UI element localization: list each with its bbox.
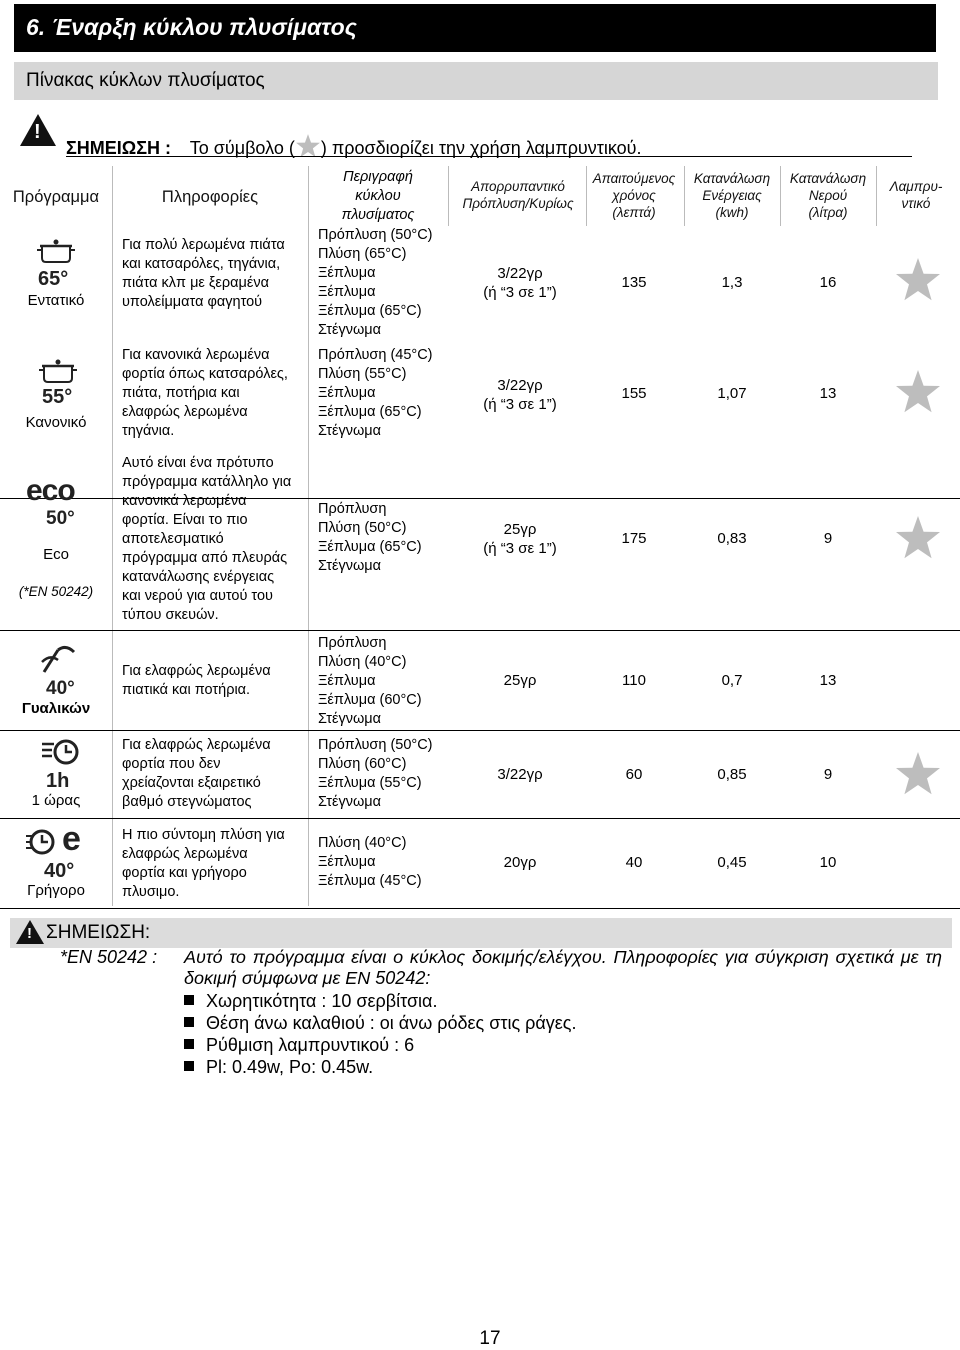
program-name: Eco [43, 546, 69, 563]
time-value: 60 [625, 766, 643, 783]
warning-icon [16, 920, 44, 944]
header-energy-line: Ενέργειας [702, 188, 762, 203]
info-line: πρόγραμμα κατάλληλο για [122, 474, 292, 490]
pot-icon [36, 236, 76, 264]
program-info [122, 736, 308, 812]
info-line: πιατικά και ποτήρια. [122, 682, 251, 698]
detergent-line: (ή “3 σε 1”) [483, 396, 557, 413]
header-water-line: (λίτρα) [808, 205, 848, 220]
info-line: φορτία όπως κατσαρόλες, [122, 366, 288, 382]
quick-clock-icon [24, 828, 60, 856]
header-description-line: κύκλου [355, 188, 401, 204]
header-time-line: Απαιτούμενος [592, 171, 676, 186]
time-value: 175 [621, 530, 647, 547]
detergent-line: 20γρ [503, 854, 537, 871]
description-line: Ξέπλυμα [318, 265, 376, 281]
info-line: κανονικά λερωμένα [122, 493, 247, 509]
header-detergent-line: Πρόπλυση/Κυρίως [462, 196, 574, 211]
energy-value: 0,83 [717, 530, 747, 547]
row-divider [0, 630, 960, 631]
header-detergent-line: Απορρυπαντικό [471, 179, 565, 194]
water-value: 9 [823, 766, 833, 783]
detergent-line: 25γρ [503, 521, 537, 538]
table-title: Πίνακας κύκλων πλυσίματος [14, 62, 938, 100]
header-time [586, 170, 682, 221]
info-line: φορτία. Είναι το πιο [122, 512, 248, 528]
description-line: Πρόπλυση (45°C) [318, 347, 433, 363]
description-line: Ξέπλυμα [318, 385, 376, 401]
note-bar [10, 918, 952, 948]
rinse-aid-star-icon [894, 750, 942, 798]
header-energy-line: Κατανάλωση [693, 171, 771, 186]
info-line: πιάτα κλπ με ξεραμένα [122, 275, 269, 291]
description-line: Ξέπλυμα (60°C) [318, 692, 422, 708]
table-row [0, 730, 960, 818]
program-temperature: 40° [44, 860, 75, 882]
water-value: 16 [819, 274, 837, 291]
detergent-line: 3/22γρ [497, 766, 543, 783]
water-value: 10 [819, 854, 837, 871]
info-line: βαθμό στεγνώματος [122, 794, 252, 810]
program-name: 1 ώρας [31, 792, 81, 809]
divider [66, 156, 912, 157]
info-line: Για ελαφρώς λερωμένα [122, 663, 271, 679]
program-description [318, 346, 448, 441]
energy-value: 1,07 [717, 385, 747, 402]
program-info [122, 662, 308, 700]
description-line: Πλύση (40°C) [318, 654, 407, 670]
program-info [122, 826, 308, 902]
description-line: Στέγνωμα [318, 558, 382, 574]
bullet-icon [184, 995, 194, 1005]
description-line: Πρόπλυση [318, 501, 387, 517]
list-item-text: Χωρητικότητα : 10 σερβίτσια. [206, 991, 438, 1011]
header-water-line: Νερού [808, 188, 848, 203]
table-row [0, 450, 960, 630]
header-description [310, 168, 446, 225]
description-line: Πλύση (60°C) [318, 756, 407, 772]
water-value: 9 [823, 530, 833, 547]
program-description [318, 736, 448, 812]
description-line: Ξέπλυμα [318, 284, 376, 300]
table-row [0, 632, 960, 730]
clock-icon [40, 738, 80, 768]
description-line: Πρόπλυση (50°C) [318, 737, 433, 753]
time-value: 110 [622, 672, 646, 689]
description-line: Πλύση (50°C) [318, 520, 407, 536]
info-line: ελαφρώς λερωμένα [122, 404, 248, 420]
info-line: πρόγραμμα από πλευράς [122, 550, 288, 566]
list-item-text: Pl: 0.49w, Po: 0.45w. [206, 1057, 374, 1077]
energy-value: 1,3 [721, 274, 743, 291]
info-line: αποτελεσματικό [122, 531, 224, 547]
page-number: 17 [479, 1328, 501, 1349]
program-description [318, 500, 448, 576]
detergent-line: (ή “3 σε 1”) [483, 284, 557, 301]
detergent-line: 3/22γρ [497, 377, 543, 394]
list-item [184, 1013, 576, 1034]
program-temperature: 55° [42, 386, 73, 408]
water-value: 13 [819, 385, 837, 402]
description-line: Ξέπλυμα (65°C) [318, 303, 422, 319]
info-line: Για ελαφρώς λερωμένα [122, 737, 271, 753]
info-line: κατανάλωσης ενέργειας [122, 569, 275, 585]
header-detergent [448, 178, 588, 212]
description-line: Στέγνωμα [318, 794, 382, 810]
program-name: Κανονικό [25, 414, 87, 431]
description-line: Στέγνωμα [318, 423, 382, 439]
description-line: Πλύση (40°C) [318, 835, 407, 851]
warning-icon [20, 114, 56, 146]
rinse-aid-star-icon [894, 256, 942, 304]
program-temperature: 1h [46, 770, 70, 792]
table-row [0, 820, 960, 908]
glass-icon [38, 642, 82, 676]
header-description-line: Περιγραφή [343, 169, 413, 185]
program-name: Γρήγορο [27, 882, 85, 899]
list-item-text: Θέση άνω καλαθιού : οι άνω ρόδες στις ράγες. [206, 1013, 577, 1033]
description-line: Πλύση (65°C) [318, 246, 407, 262]
header-time-line: χρόνος [612, 188, 656, 203]
program-name: Εντατικό [27, 292, 85, 309]
header-description-line: πλυσίματος [341, 207, 415, 223]
energy-value: 0,85 [717, 766, 747, 783]
section-title: 6. Έναρξη κύκλου πλυσίματος [14, 4, 936, 52]
program-info [122, 236, 306, 312]
description-line: Ξέπλυμα (65°C) [318, 404, 422, 420]
pot-icon [38, 356, 78, 384]
program-temperature: 50° [46, 508, 75, 529]
header-water-line: Κατανάλωση [789, 171, 867, 186]
info-line: τηγάνια. [122, 423, 175, 439]
description-line: Ξέπλυμα (45°C) [318, 873, 422, 889]
eco-icon: eco [26, 474, 75, 507]
description-line: Ξέπλυμα [318, 673, 376, 689]
list-item [184, 1057, 373, 1078]
info-line: φορτία και γρήγορο [122, 865, 247, 881]
description-line: Ξέπλυμα [318, 854, 376, 870]
energy-value: 0,45 [717, 854, 747, 871]
description-line: Στέγνωμα [318, 711, 382, 727]
info-line: χρείαζονται εξαιρετικό [122, 775, 261, 791]
detergent-line: 3/22γρ [497, 265, 543, 282]
program-info [122, 346, 306, 441]
time-value: 40 [625, 854, 643, 871]
detergent-amount [450, 854, 590, 871]
column-divider [586, 166, 587, 226]
time-value: 155 [621, 385, 647, 402]
info-line: υπολείμματα φαγητού [122, 294, 263, 310]
detergent-amount [450, 376, 590, 414]
info-line: Για κανονικά λερωμένα [122, 347, 270, 363]
bullet-icon [184, 1017, 194, 1027]
detergent-line: (ή “3 σε 1”) [483, 540, 557, 557]
bullet-icon [184, 1061, 194, 1071]
program-description [318, 226, 448, 340]
note-text-before: Το σύμβολο ( [189, 138, 295, 158]
detergent-amount [450, 766, 590, 783]
description-line: Πρόπλυση (50°C) [318, 227, 433, 243]
header-time-line: (λεπτά) [612, 205, 656, 220]
description-line: Πρόπλυση [318, 635, 387, 651]
header-info: Πληροφορίες [161, 188, 259, 206]
rinse-aid-star-icon [894, 514, 942, 562]
program-temperature: 40° [46, 678, 75, 699]
description-line: Ξέπλυμα (55°C) [318, 775, 422, 791]
energy-value: 0,7 [721, 672, 743, 689]
description-line: Στέγνωμα [318, 322, 382, 338]
note-label: ΣΗΜΕΙΩΣΗ : [66, 138, 172, 158]
header-rinse-aid [878, 178, 954, 212]
info-line: και κατσαρόλες, τηγάνια, [122, 256, 281, 272]
table-row [0, 222, 960, 340]
info-line: Η πιο σύντομη πλύση για [122, 827, 285, 843]
list-item [184, 991, 437, 1012]
info-line: τύπου σκευών. [122, 607, 219, 623]
description-line: Πλύση (55°C) [318, 366, 407, 382]
header-program: Πρόγραμμα [12, 188, 100, 206]
info-line: και νερού για αυτού του [122, 588, 273, 604]
header-rinse-line: ντικό [901, 196, 931, 211]
header-energy [684, 170, 780, 221]
en-standard-label: *EN 50242 : [60, 947, 158, 967]
program-description [318, 634, 448, 729]
program-temperature: 65° [38, 268, 69, 290]
row-divider [0, 818, 960, 819]
footer-note-title: ΣΗΜΕΙΩΣΗ: [46, 922, 151, 943]
program-name: Γυαλικών [21, 700, 91, 717]
info-line: ελαφρώς λερωμένα [122, 846, 248, 862]
column-divider [780, 166, 781, 226]
water-value: 13 [819, 672, 837, 689]
info-line: πιάτα, ποτήρια και [122, 385, 240, 401]
detergent-amount [450, 264, 590, 302]
note-text-after: ) προσδιορίζει την χρήση λαμπρυντικού. [320, 138, 642, 158]
quick-icon: e [62, 820, 81, 858]
column-divider [876, 166, 877, 226]
detergent-amount [450, 672, 590, 689]
en-standard-text: Αυτό το πρόγραμμα είναι ο κύκλος δοκιμής/ελέγχου. Πληροφορίες για σύγκριση σχετικά με τη δοκιμή σύμφωνα με ΕΝ 50242: [184, 947, 942, 988]
program-info [122, 454, 308, 625]
detergent-line: 25γρ [503, 672, 537, 689]
header-energy-line: (kwh) [715, 205, 749, 220]
time-value: 135 [621, 274, 647, 291]
header-water [780, 170, 876, 221]
program-description [318, 834, 448, 891]
bullet-icon [184, 1039, 194, 1049]
rinse-aid-star-icon [894, 368, 942, 416]
detergent-amount [450, 520, 590, 558]
info-line: Αυτό είναι ένα πρότυπο [122, 455, 274, 471]
list-item-text: Ρύθμιση λαμπρυντικού : 6 [206, 1035, 415, 1055]
header-rinse-line: Λαμπρυ- [889, 179, 943, 194]
info-line: πλυσιμο. [122, 884, 180, 900]
row-divider [0, 908, 960, 909]
column-divider [448, 166, 449, 226]
column-divider [684, 166, 685, 226]
info-line: Για πολύ λερωμένα πιάτα [122, 237, 285, 253]
info-line: φορτία που δεν [122, 756, 221, 772]
program-note: (*EN 50242) [18, 584, 94, 599]
description-line: Ξέπλυμα (65°C) [318, 539, 422, 555]
list-item [184, 1035, 414, 1056]
